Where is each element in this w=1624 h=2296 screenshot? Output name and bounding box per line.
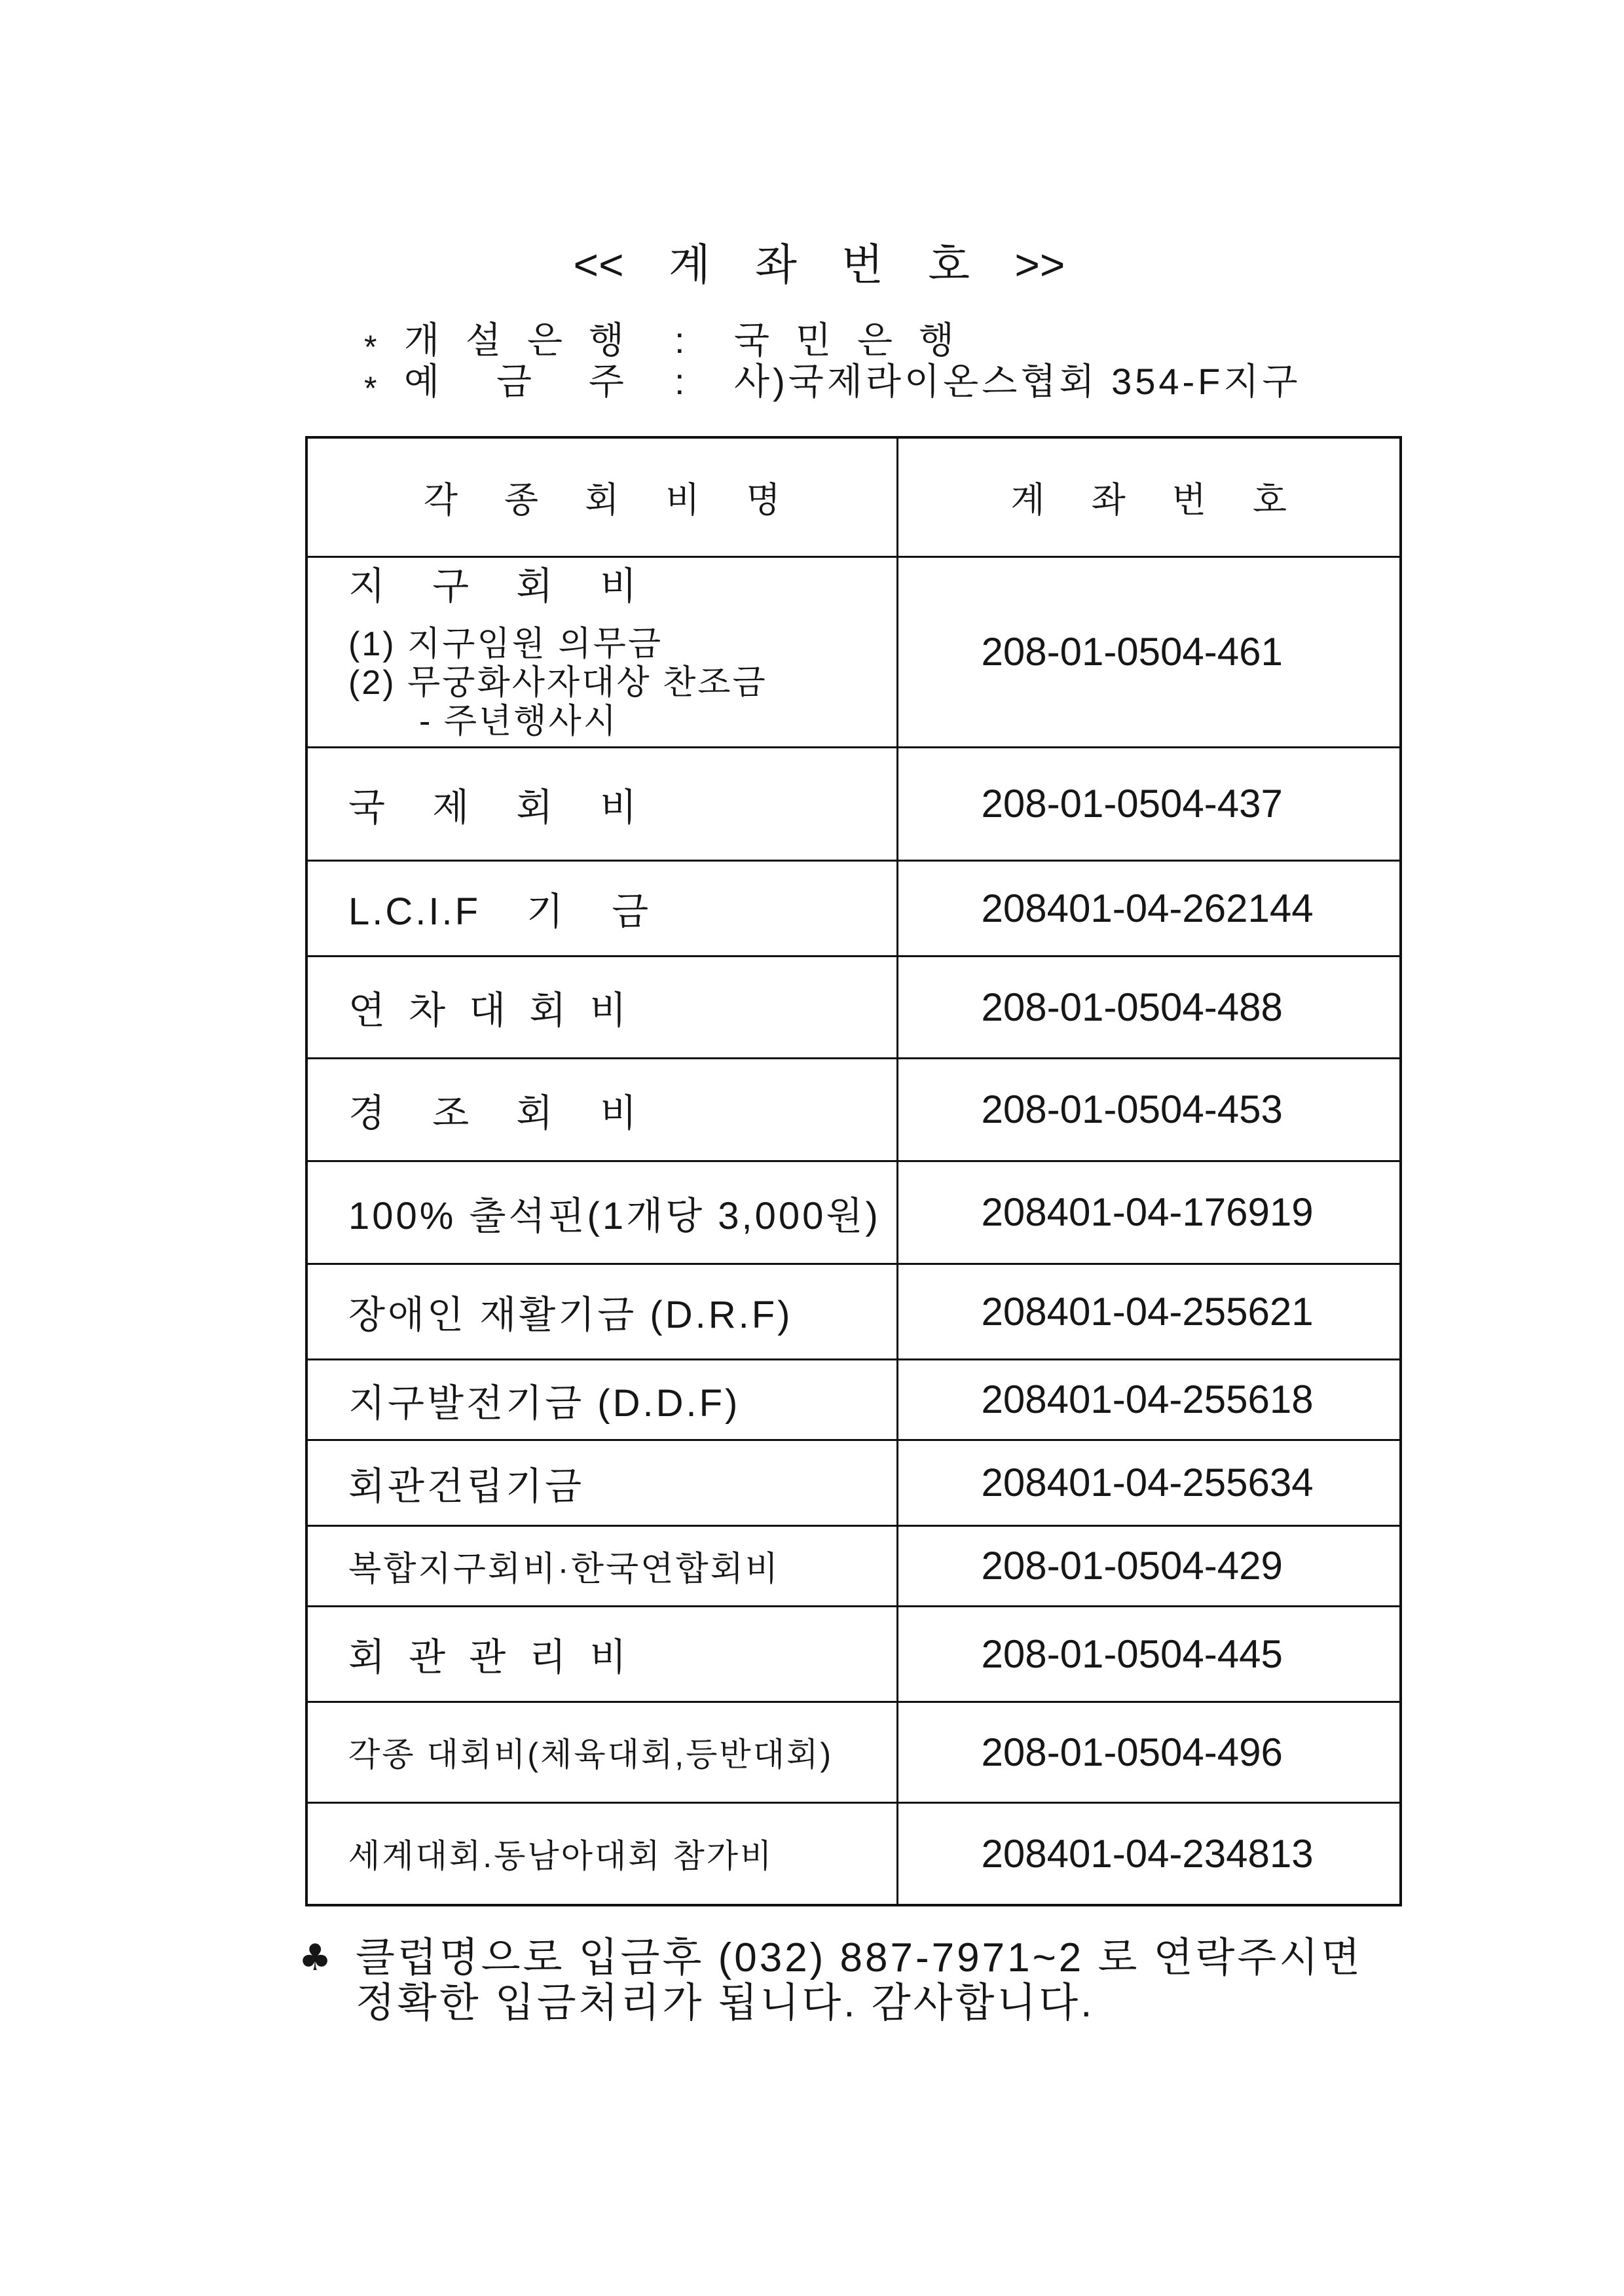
table-row (306, 747, 1401, 860)
account-number: 208401-04-255634 (897, 1440, 1401, 1525)
page-title: << 계 좌 번 호 >> (573, 240, 1065, 289)
accounts-table (305, 436, 1402, 1906)
fee-name: L.C.I.F 기 금 (306, 860, 897, 956)
club-icon (299, 1933, 331, 1983)
fee-detail-item: - 주년행사시 (419, 702, 618, 740)
account-number: 208-01-0504-445 (897, 1606, 1401, 1702)
account-number: 208401-04-176919 (897, 1161, 1401, 1264)
table-header-row (306, 437, 1401, 556)
account-number: 208-01-0504-453 (897, 1058, 1401, 1161)
table-row (306, 1440, 1401, 1525)
fee-name: 복합지구회비·한국연합회비 (306, 1525, 897, 1606)
bank-label: 개 설 은 행 (404, 319, 624, 361)
table-row (306, 860, 1401, 956)
fee-name: 장애인 재활기금 (D.R.F) (306, 1264, 897, 1359)
account-number: 208401-04-255621 (897, 1264, 1401, 1359)
account-number: 208-01-0504-488 (897, 956, 1401, 1058)
account-number: 208-01-0504-461 (897, 556, 1401, 747)
fee-name: 경 조 회 비 (306, 1058, 897, 1161)
table-row (306, 1525, 1401, 1606)
fee-name: 각종 대회비(체육대회,등반대회) (306, 1702, 897, 1802)
table-row (306, 1058, 1401, 1161)
fee-name: 회관건립기금 (306, 1440, 897, 1525)
colon-separator: : (674, 361, 685, 402)
holder-label: 예 금 주 (404, 361, 624, 402)
account-number: 208401-04-262144 (897, 860, 1401, 956)
bank-info-line (0, 318, 1624, 363)
colon-separator: : (674, 319, 685, 361)
fee-name: 국 제 회 비 (306, 747, 897, 860)
fee-name: 지 구 회 비 (348, 564, 637, 608)
table-row (306, 1264, 1401, 1359)
account-number: 208-01-0504-429 (897, 1525, 1401, 1606)
table-row (306, 956, 1401, 1058)
fee-detail-item: (1) 지구임원 의무금 (348, 625, 663, 663)
fee-name: 회 관 관 리 비 (306, 1606, 897, 1702)
account-number: 208-01-0504-496 (897, 1702, 1401, 1802)
table-row (306, 1161, 1401, 1264)
fee-details (348, 625, 896, 741)
table-row (306, 1359, 1401, 1440)
table-row (306, 1702, 1401, 1802)
account-number: 208401-04-234813 (897, 1802, 1401, 1905)
fee-name-cell (306, 556, 897, 747)
fee-detail-item: (2) 무궁화사자대상 찬조금 (348, 663, 767, 702)
table-row (306, 1606, 1401, 1702)
table-row (306, 1802, 1401, 1905)
account-number: 208-01-0504-437 (897, 747, 1401, 860)
account-number: 208401-04-255618 (897, 1359, 1401, 1440)
holder-info-line (0, 359, 1624, 405)
footer-note-line: 정확한 입금처리가 됩니다. 감사합니다. (356, 1980, 1095, 2026)
bullet-mark: * (364, 370, 377, 407)
fee-name: 연 차 대 회 비 (306, 956, 897, 1058)
account-holder: 사)국제라이온스협회 354-F지구 (734, 361, 1301, 402)
footer-note-line: 클럽명으로 입금후 (032) 887-7971~2 로 연락주시면 (356, 1935, 1363, 1980)
fee-name: 100% 출석핀(1개당 3,000원) (306, 1161, 897, 1264)
fee-name: 세계대회.동남아대회 참가비 (306, 1802, 897, 1905)
fee-name: 지구발전기금 (D.D.F) (306, 1359, 897, 1440)
header-account-number: 계 좌 번 호 (897, 437, 1401, 556)
header-fee-name: 각 종 회 비 명 (306, 437, 897, 556)
table-row (306, 556, 1401, 747)
bank-name: 국 민 은 행 (734, 319, 954, 361)
bullet-mark: * (364, 329, 377, 365)
